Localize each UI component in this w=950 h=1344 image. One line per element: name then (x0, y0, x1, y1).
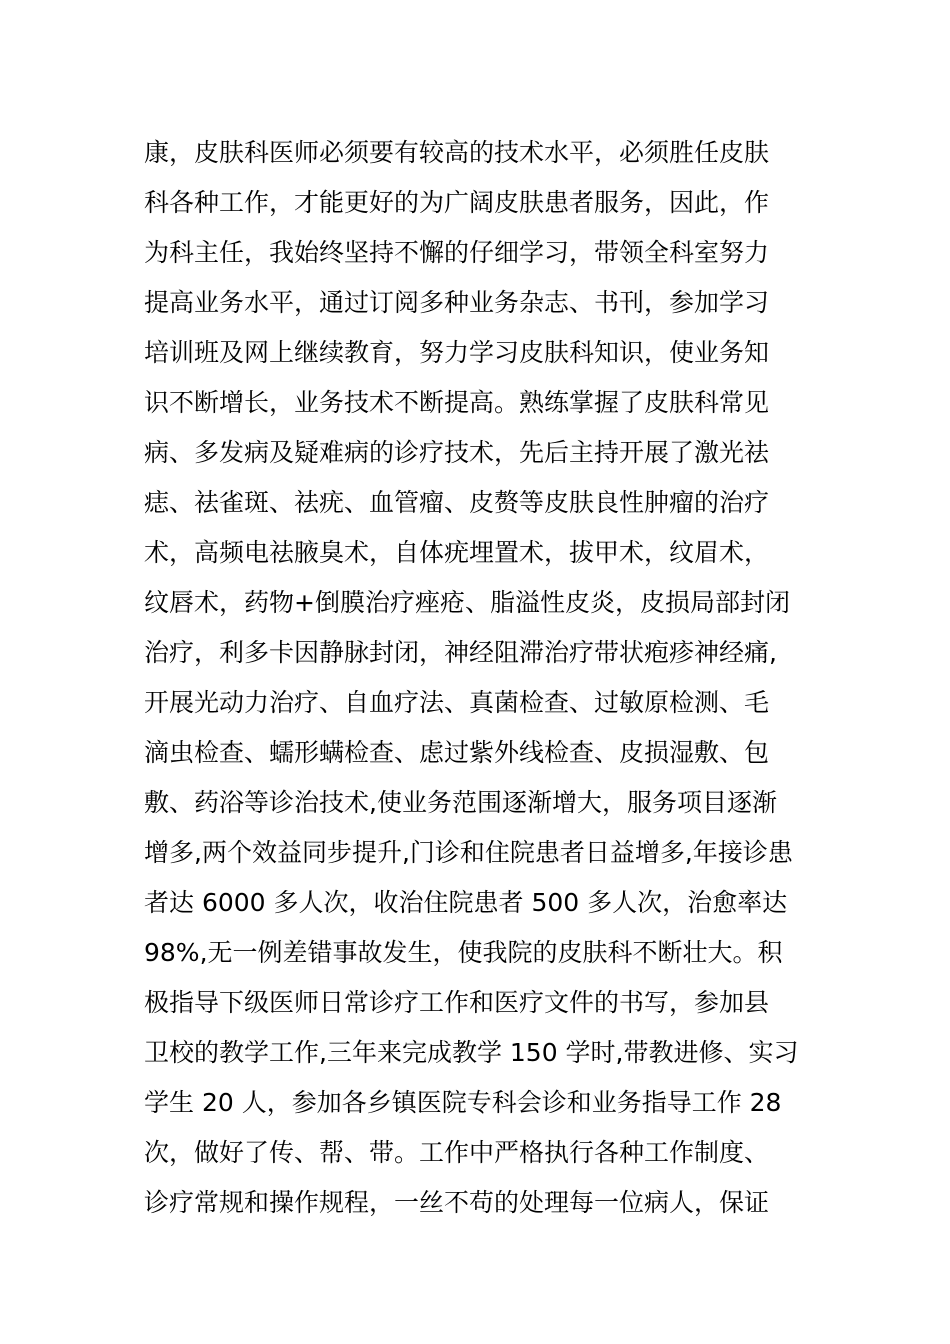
text-line: 极指导下级医师日常诊疗工作和医疗文件的书写，参加县 (144, 988, 770, 1017)
text-line: 学生 20 人，参加各乡镇医院专科会诊和业务指导工作 28 (144, 1088, 782, 1117)
text-line: 提高业务水平，通过订阅多种业务杂志、书刊，参加学习 (144, 288, 770, 317)
text-line: 开展光动力治疗、自血疗法、真菌检查、过敏原检测、毛 (144, 688, 770, 717)
text-line: 98%,无一例差错事故发生，使我院的皮肤科不断壮大。积 (144, 938, 783, 967)
text-line: 治疗，利多卡因静脉封闭，神经阻滞治疗带状疱疹神经痛, (144, 638, 777, 667)
text-line: 康，皮肤科医师必须要有较高的技术水平，必须胜任皮肤 (144, 138, 770, 167)
text-line: 者达 6000 多人次，收治住院患者 500 多人次，治愈率达 (144, 888, 788, 917)
text-line: 次，做好了传、帮、带。工作中严格执行各种工作制度、 (144, 1138, 770, 1167)
text-line: 诊疗常规和操作规程，一丝不苟的处理每一位病人，保证 (144, 1188, 770, 1217)
text-line: 卫校的教学工作,三年来完成教学 150 学时,带教进修、实习 (144, 1038, 799, 1067)
text-line: 科各种工作，才能更好的为广阔皮肤患者服务，因此，作 (144, 188, 770, 217)
text-line: 敷、药浴等诊治技术,使业务范围逐渐增大，服务项目逐渐 (144, 788, 777, 817)
text-line: 病、多发病及疑难病的诊疗技术，先后主持开展了激光祛 (144, 438, 770, 467)
text-line: 识不断增长，业务技术不断提高。熟练掌握了皮肤科常见 (144, 388, 770, 417)
text-line: 培训班及网上继续教育，努力学习皮肤科知识，使业务知 (144, 338, 770, 367)
text-line: 滴虫检查、蠕形螨检查、虑过紫外线检查、皮损湿敷、包 (144, 738, 770, 767)
body-text (144, 128, 824, 1228)
text-line: 纹唇术，药物+倒膜治疗痤疮、脂溢性皮炎，皮损局部封闭 (144, 588, 790, 617)
text-line: 痣、祛雀斑、祛疣、血管瘤、皮赘等皮肤良性肿瘤的治疗 (144, 488, 770, 517)
text-line: 为科主任，我始终坚持不懈的仔细学习，带领全科室努力 (144, 238, 770, 267)
text-line: 术，高频电祛腋臭术，自体疣埋置术，拔甲术，纹眉术， (144, 538, 770, 567)
text-line: 增多,两个效益同步提升,门诊和住院患者日益增多,年接诊患 (144, 838, 793, 867)
